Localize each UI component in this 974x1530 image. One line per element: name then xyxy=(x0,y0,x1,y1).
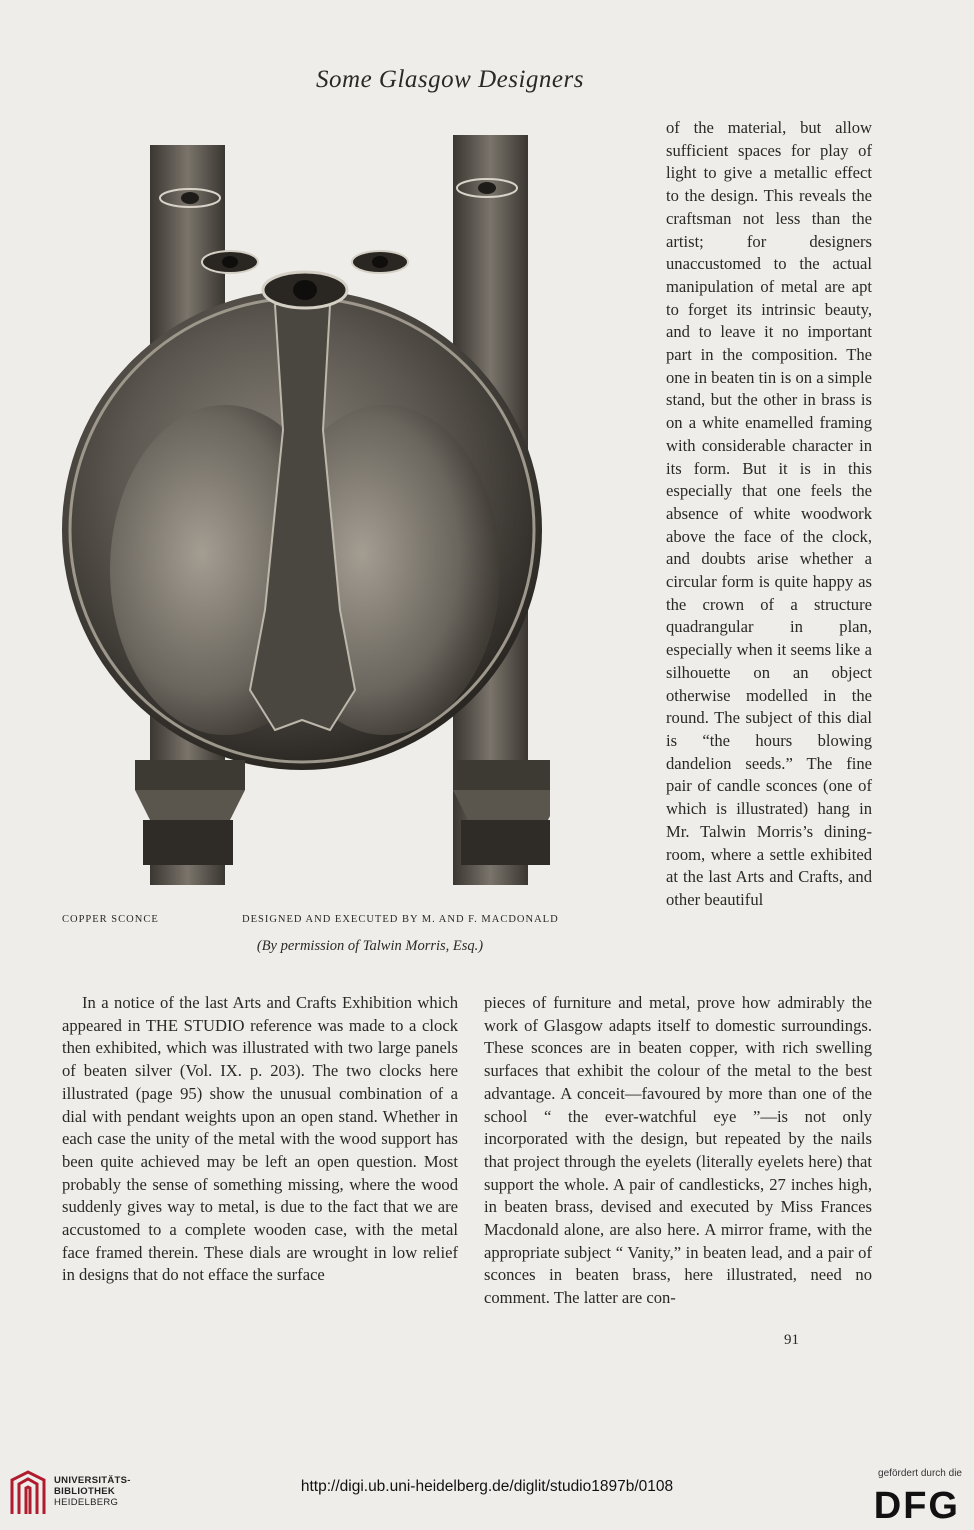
paragraph: pieces of furniture and metal, prove how admirably the work of Glasgow adapts itself to domestic surroundings. These sconces are in beaten copper, with rich swelling surfaces that exhibit the colour of the metal to the best advantage. A conceit—favoured by more than one of the school “ the ever-watchful eye ”—is not only incorporated with the design, but repeated by the nails that project through the eyelets (literally eyelets here) that support the whole. A pair of candlesticks, 27 inches high, in beaten brass, devised and executed by Miss Frances Macdonald alone, are also here. A mirror frame, with the appropriate subject “ Vanity,” in beaten lead, and a pair of sconces in beaten brass, here illustrated, need no comment. The latter are con- xyxy=(484,993,872,1308)
running-head: Some Glasgow Designers xyxy=(316,66,584,93)
caption-attribution: DESIGNED AND EXECUTED BY M. AND F. MACDONALD xyxy=(242,914,559,925)
digitization-footer xyxy=(0,1458,974,1530)
text-column-right-top xyxy=(666,117,872,912)
paragraph: of the material, but allow sufficient spaces for play of light to give a metallic effect to the design. This reveals the craftsman not less than the artist; for designers unaccustomed to the actual manipulation of metal are apt to forget its intrinsic beauty, and to leave it no important part in the composition. The one in beaten tin is on a simple stand, but the other in brass is on a white enamelled framing with considerable character in its form. But it is in this especially that one feels the absence of white woodwork above the face of the clock, and doubts arise whether a circular form is quite happy as the crown of a structure quadrangular in plan, especially when it seems like a silhouette on an object otherwise modelled in the round. The subject of this dial is “the hours blowing dandelion seeds.” The fine pair of candle sconces (one of which is illustrated) hang in Mr. Talwin Morris’s dining-room, where a settle exhibited at the last Arts and Crafts, and other beautiful xyxy=(666,118,872,909)
sponsor-label: gefördert durch die xyxy=(878,1468,962,1479)
caption-credit: (By permission of Talwin Morris, Esq.) xyxy=(256,938,484,954)
central-eye xyxy=(263,272,347,308)
side-eye-left xyxy=(202,251,258,273)
copper-sconce-plate xyxy=(55,130,550,900)
permalink-url[interactable]: http://digi.ub.uni-heidelberg.de/diglit/studio1897b/0108 xyxy=(300,1478,674,1495)
page-number: 91 xyxy=(784,1332,799,1348)
dfg-logo-icon: DFG xyxy=(873,1485,960,1527)
candle-holder-left xyxy=(135,760,245,865)
caption-title: COPPER SCONCE xyxy=(62,914,159,925)
side-eye-right xyxy=(352,251,408,273)
candle-holder-right xyxy=(453,760,550,865)
text-column-left xyxy=(62,992,458,1287)
paragraph: In a notice of the last Arts and Crafts Exhibition which appeared in THE STUDIO reference was made to a clock then exhibited, which was illustrated with two large panels of beaten silver (Vol. IX. p. 203). The two clocks here illustrated (page 95) show the unusual combination of a dial with pendant weights upon an open stand. Whether in each case the unity of the metal with the wood support has been quite achieved may be left an open question. Most probably the sense of something missing, where the wood suddenly gives way to metal, is due to the fact that we are accustomed to a complete wooden case, with the metal face framed therein. These dials are wrought in low relief in designs that do not efface the surface xyxy=(62,993,458,1285)
text-column-right xyxy=(484,992,872,1310)
library-name: UNIVERSITÄTS- BIBLIOTHEK HEIDELBERG xyxy=(54,1475,131,1508)
